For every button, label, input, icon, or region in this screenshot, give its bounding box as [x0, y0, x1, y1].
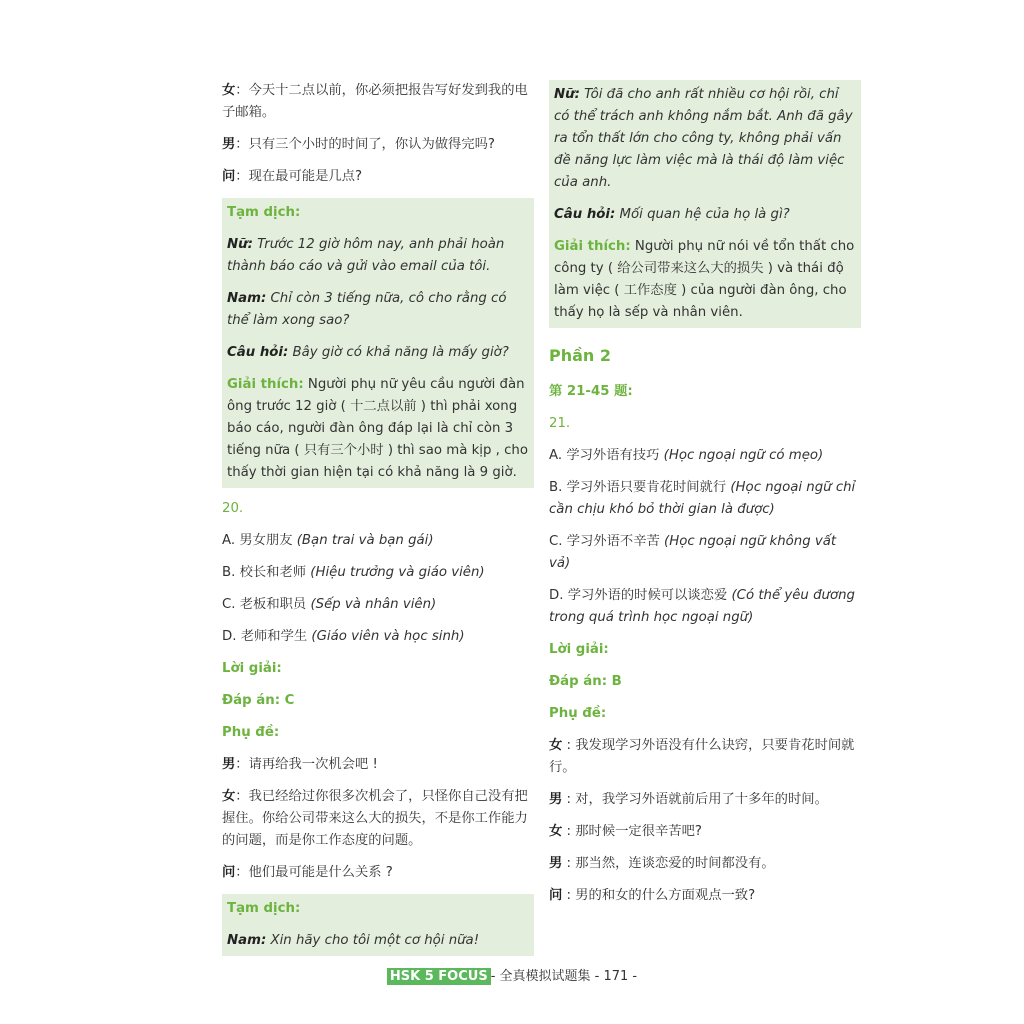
dialogue-line: 男 : 对，我学习外语就前后用了十多年的时间。 — [549, 792, 828, 807]
page-footer — [0, 965, 1024, 984]
option: B. 校长和老师 (Hiệu trưởng và giáo viên) — [222, 565, 485, 580]
solution-label: Lời giải: — [222, 661, 282, 676]
dialogue-line: 男 : 那当然，连谈恋爱的时间都没有。 — [549, 856, 775, 871]
translation-line: Nam: Xin hãy cho tôi một cơ hội nữa! — [227, 933, 480, 948]
dialogue-line: 男：只有三个小时的时间了，你认为做得完吗? — [222, 137, 495, 152]
translation-line: Nam: Chỉ còn 3 tiếng nữa, cô cho rằng có thể làm xong sao? — [227, 291, 507, 328]
dialogue-line: 男：请再给我一次机会吧 ! — [222, 757, 378, 772]
dialogue-line: 女：今天十二点以前，你必须把报告写好发到我的电子邮箱。 — [222, 83, 528, 120]
option: C. 学习外语不辛苦 (Học ngoại ngữ không vất vả) — [549, 534, 837, 571]
dialogue-line: 女：我已经给过你很多次机会了，只怪你自己没有把握住。你给公司带来这么大的损失，不是你工作能力的问题，而是你工作态度的问题。 — [222, 789, 528, 848]
question-number: 21. — [549, 416, 571, 431]
explanation: Giải thích: Người phụ nữ nói về tổn thất cho công ty ( 给公司带来这么大的损失 ) và thái độ làm việc ( 工作态度 ) của người đàn ông, cho thấy họ là sếp và nhân viên. — [554, 239, 855, 320]
footer-page-info: - 全真模拟试题集 - 171 - — [490, 969, 638, 984]
option: D. 学习外语的时候可以谈恋爱 (Có thể yêu đương trong quá trình học ngoại ngữ) — [549, 588, 855, 625]
section-heading: Phần 2 — [549, 346, 612, 365]
question-range: 第 21-45 题: — [549, 384, 633, 399]
translation-line: Câu hỏi: Bây giờ có khả năng là mấy giờ? — [227, 345, 509, 360]
answer-label: Đáp án: C — [222, 693, 295, 708]
explanation: Giải thích: Người phụ nữ yêu cầu người đàn ông trước 12 giờ ( 十二点以前 ) thì phải xong báo cáo, người đàn ông đáp lại là chỉ còn 3 tiếng nữa ( 只有三个小时 ) thì sao mà kịp , cho thấy thời gian hiện tại có khả năng là 9 giờ. — [227, 377, 528, 480]
translation-line: Nữ: Tôi đã cho anh rất nhiều cơ hội rồi, chỉ có thể trách anh không nắm bắt. Anh đã gây ra tổn thất lớn cho công ty, không phải vấn đề năng lực làm việc mà là thái độ làm việc của anh. — [554, 87, 853, 190]
option: A. 学习外语有技巧 (Học ngoại ngữ có mẹo) — [549, 448, 824, 463]
dialogue-line: 问 : 男的和女的什么方面观点一致? — [549, 888, 756, 903]
translation-title: Tạm dịch: — [227, 205, 301, 220]
dialogue-line: 问：现在最可能是几点? — [222, 169, 363, 184]
question-number: 20. — [222, 501, 244, 516]
option: B. 学习外语只要肯花时间就行 (Học ngoại ngữ chỉ cần chịu khó bỏ thời gian là được) — [549, 480, 856, 517]
translation-line: Câu hỏi: Mối quan hệ của họ là gì? — [554, 207, 790, 222]
right-column — [549, 80, 861, 917]
option: A. 男女朋友 (Bạn trai và bạn gái) — [222, 533, 434, 548]
translation-box — [549, 80, 861, 328]
left-column — [222, 80, 534, 966]
dialogue-line: 女 : 那时候一定很辛苦吧? — [549, 824, 702, 839]
translation-box — [222, 894, 534, 956]
subtitle-label: Phụ đề: — [549, 706, 607, 721]
subtitle-label: Phụ đề: — [222, 725, 280, 740]
translation-title: Tạm dịch: — [227, 901, 301, 916]
dialogue-line: 女 : 我发现学习外语没有什么诀窍，只要肯花时间就行。 — [549, 738, 855, 775]
option: D. 老师和学生 (Giáo viên và học sinh) — [222, 629, 465, 644]
answer-label: Đáp án: B — [549, 674, 622, 689]
translation-box — [222, 198, 534, 488]
footer-brand: HSK 5 FOCUS — [387, 968, 491, 985]
dialogue-line: 问：他们最可能是什么关系 ? — [222, 865, 393, 880]
translation-line: Nữ: Trước 12 giờ hôm nay, anh phải hoàn thành báo cáo và gửi vào email của tôi. — [227, 237, 505, 274]
option: C. 老板和职员 (Sếp và nhân viên) — [222, 597, 437, 612]
solution-label: Lời giải: — [549, 642, 609, 657]
